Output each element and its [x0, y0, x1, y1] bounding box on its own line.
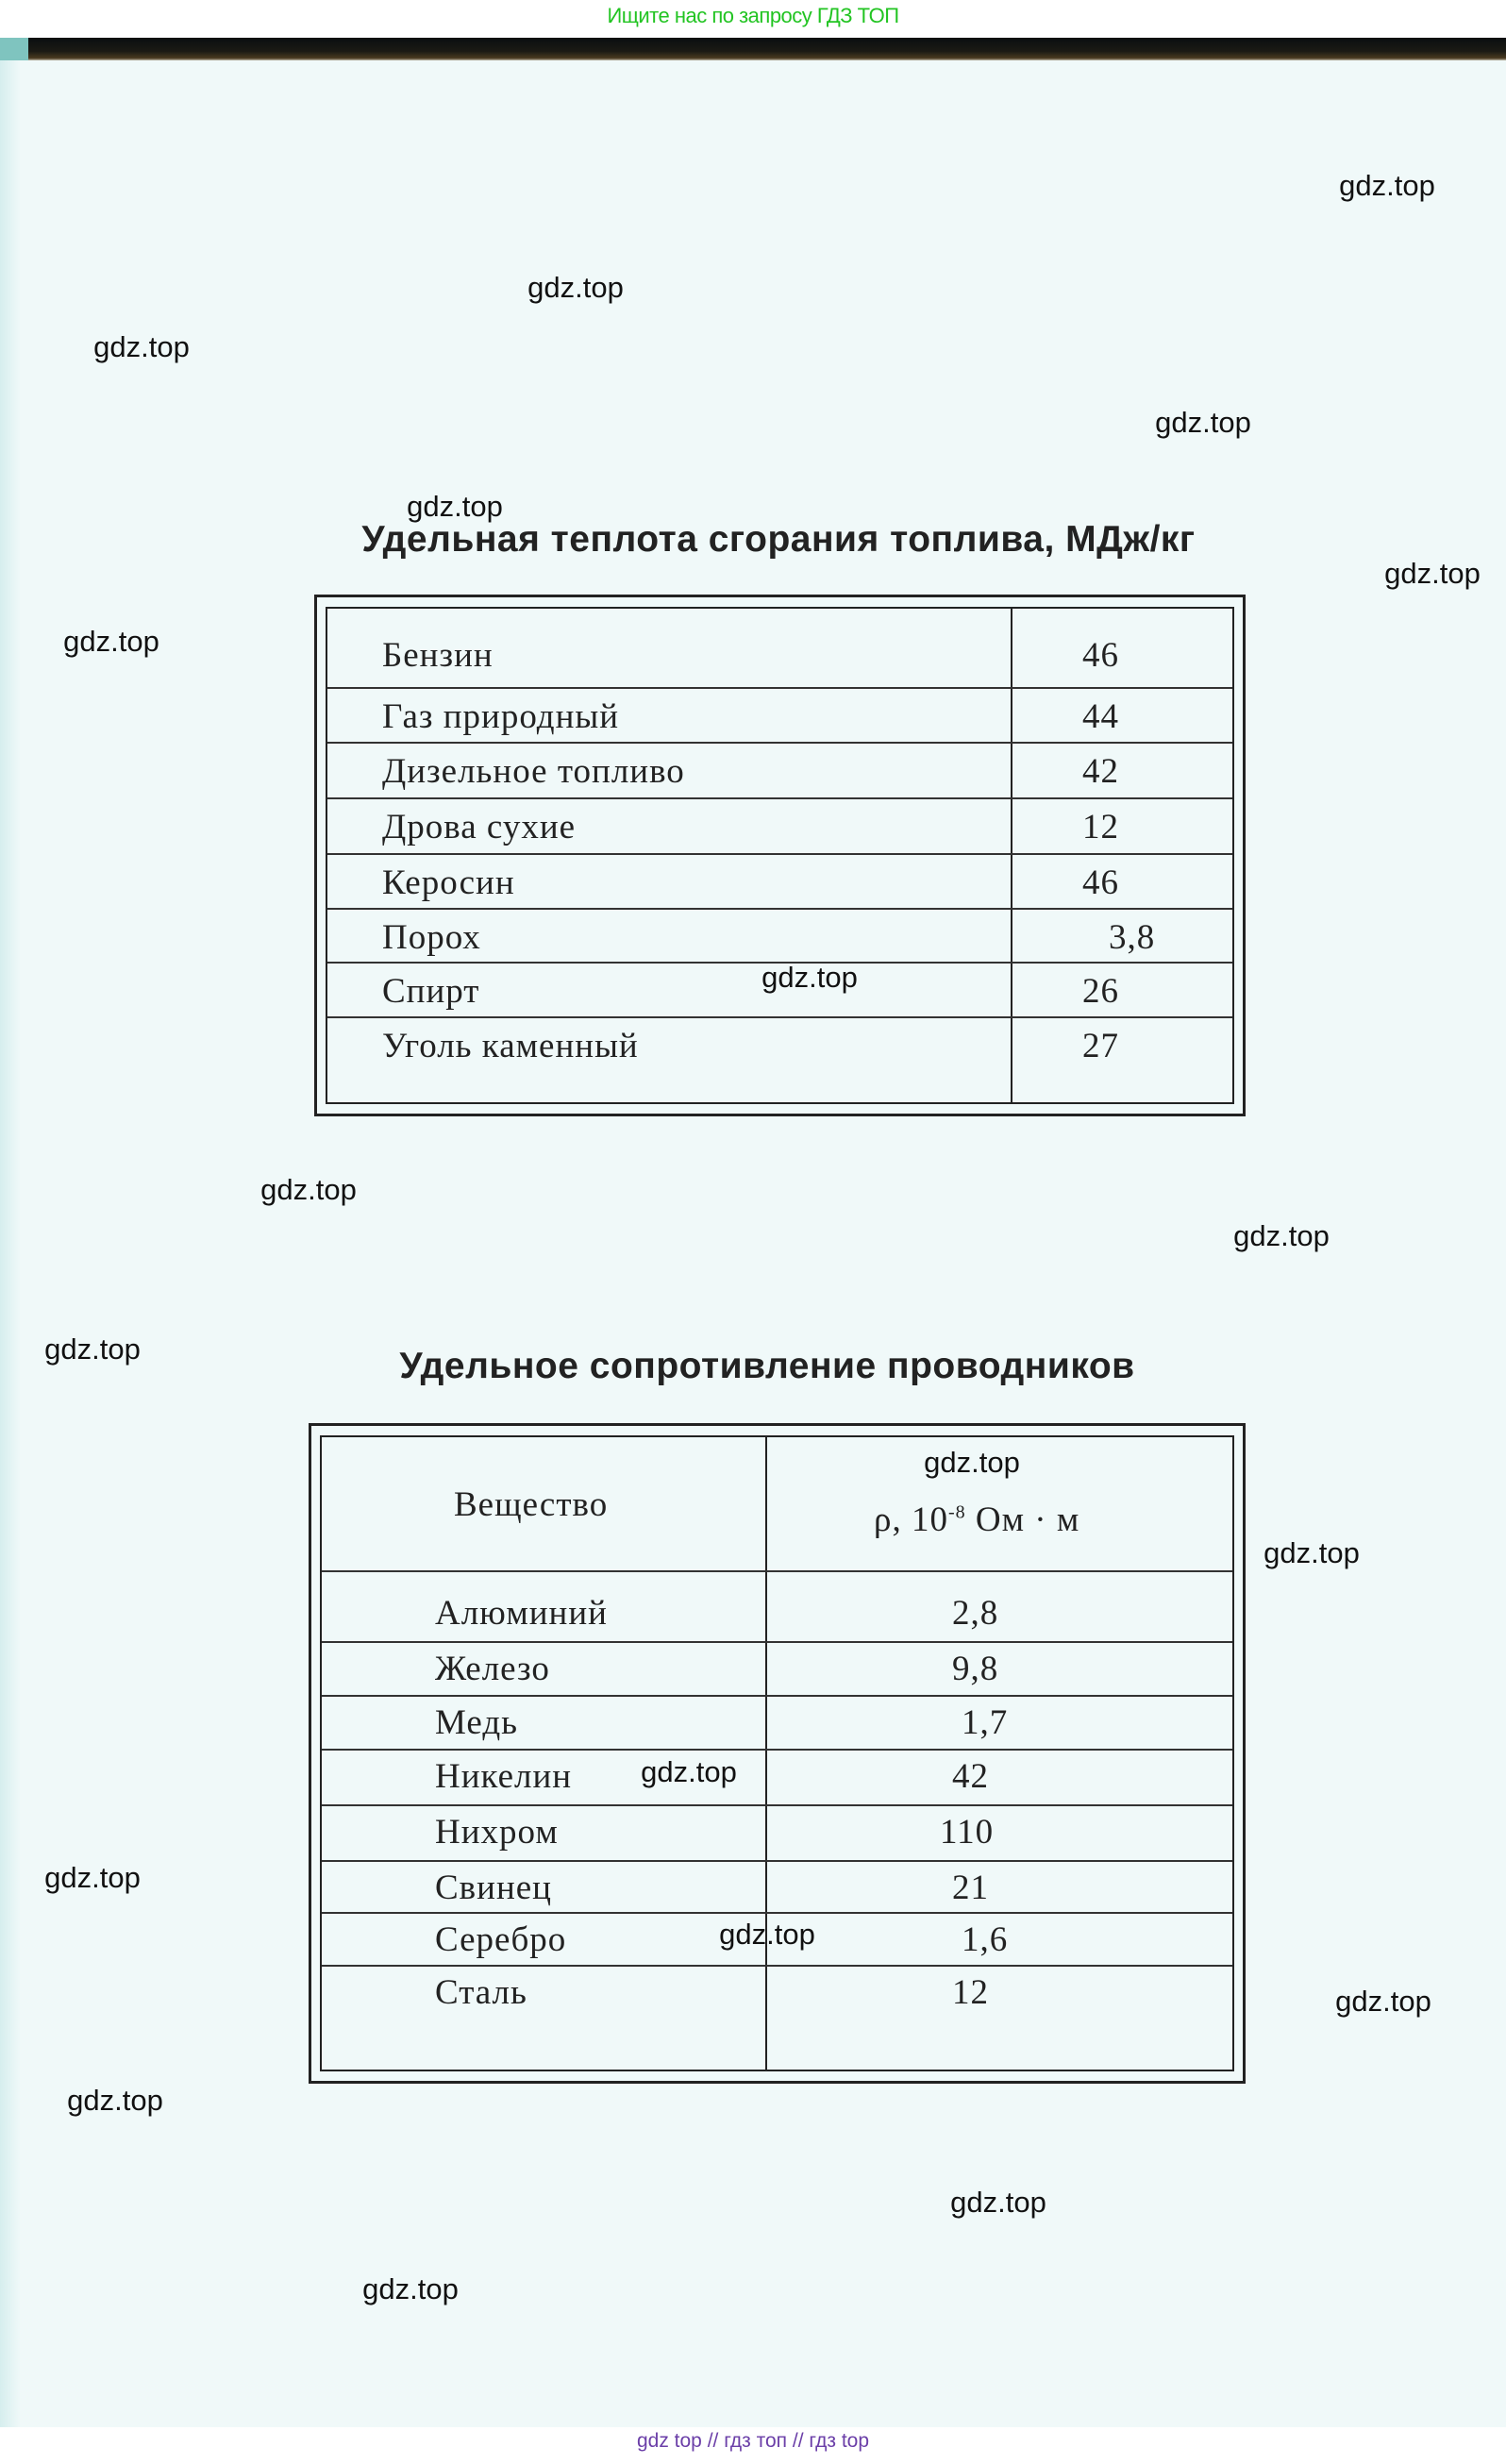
- fuel-name: Керосин: [382, 863, 515, 902]
- fuel-name: Спирт: [382, 972, 480, 1011]
- resistivity-table: [309, 1423, 1246, 2084]
- watermark: gdz.top: [1335, 1985, 1431, 2018]
- resistivity-table-inner: [320, 1435, 1234, 2071]
- watermark: gdz.top: [67, 2084, 163, 2117]
- table-row: [327, 689, 1232, 744]
- watermark: gdz.top: [641, 1755, 737, 1788]
- footer-links: gdz top // гдз топ // гдз top: [636, 2430, 870, 2452]
- scan-edge-band: [0, 38, 1506, 60]
- table-row: [322, 1751, 1232, 1806]
- resistivity-value: 42: [952, 1757, 989, 1796]
- table-row: [327, 609, 1232, 689]
- fuel-name: Бензин: [382, 636, 494, 675]
- substance-name: Медь: [435, 1703, 519, 1742]
- watermark: gdz.top: [44, 1861, 141, 1894]
- fuel-value: 3,8: [1109, 918, 1156, 957]
- watermark: gdz.top: [1233, 1219, 1330, 1252]
- resistivity-value: 2,8: [952, 1594, 999, 1633]
- table-row: [327, 910, 1232, 964]
- resistivity-table-title: Удельное сопротивление проводников: [399, 1346, 1135, 1386]
- table-row: [327, 1018, 1232, 1108]
- watermark: gdz.top: [719, 1918, 815, 1951]
- watermark: gdz.top: [1155, 406, 1251, 439]
- table-row: [322, 1572, 1232, 1643]
- page-left-edge: [0, 60, 21, 2429]
- rho-prefix: ρ, 10: [874, 1500, 948, 1539]
- table-row: [327, 855, 1232, 910]
- substance-name: Алюминий: [435, 1594, 608, 1633]
- fuel-table-title: Удельная теплота сгорания топлива, МДж/кг: [361, 519, 1196, 560]
- fuel-value: 46: [1082, 863, 1119, 902]
- fuel-table-inner: [326, 607, 1234, 1104]
- watermark: gdz.top: [260, 1173, 357, 1206]
- fuel-value: 46: [1082, 636, 1119, 675]
- substance-name: Железо: [435, 1650, 550, 1688]
- resistivity-value: 9,8: [952, 1650, 999, 1688]
- resistivity-value: 1,6: [962, 1920, 1009, 1959]
- watermark: gdz.top: [924, 1446, 1020, 1479]
- substance-name: Свинец: [435, 1869, 552, 1907]
- fuel-name: Уголь каменный: [382, 1027, 639, 1065]
- watermark: gdz.top: [1339, 169, 1435, 202]
- table-row: [322, 1862, 1232, 1914]
- fuel-value: 12: [1082, 808, 1119, 846]
- table-row: [322, 1967, 1232, 2075]
- substance-name: Никелин: [435, 1757, 573, 1796]
- watermark: gdz.top: [44, 1333, 141, 1366]
- rho-exponent: -8: [947, 1501, 966, 1523]
- resistivity-value: 110: [940, 1813, 995, 1852]
- table-row: [322, 1643, 1232, 1697]
- top-banner: [0, 0, 1506, 38]
- resistivity-value: 1,7: [962, 1703, 1009, 1742]
- watermark: gdz.top: [1384, 557, 1481, 590]
- resistivity-value: 21: [952, 1869, 989, 1907]
- watermark: gdz.top: [950, 2186, 1046, 2219]
- fuel-value: 26: [1082, 972, 1119, 1011]
- watermark: gdz.top: [407, 490, 503, 523]
- watermark: gdz.top: [362, 2272, 459, 2305]
- substance-name: Нихром: [435, 1813, 559, 1852]
- fuel-value: 42: [1082, 752, 1119, 791]
- fuel-value: 44: [1082, 697, 1119, 736]
- fuel-value: 27: [1082, 1027, 1119, 1065]
- substance-name: Сталь: [435, 1973, 527, 2012]
- watermark: gdz.top: [761, 961, 858, 994]
- header-rho: [874, 1500, 1079, 1540]
- table-row: [322, 1697, 1232, 1751]
- table-row: [322, 1806, 1232, 1862]
- fuel-name: Газ природный: [382, 697, 620, 736]
- watermark: gdz.top: [527, 271, 624, 304]
- rho-unit: Ом · м: [975, 1500, 1080, 1539]
- fuel-name: Дизельное топливо: [382, 752, 685, 791]
- resistivity-value: 12: [952, 1973, 989, 2012]
- table-row: [327, 744, 1232, 799]
- watermark: gdz.top: [93, 330, 190, 363]
- fuel-table: [314, 595, 1246, 1116]
- header-row: [322, 1437, 1232, 1572]
- watermark: gdz.top: [63, 625, 159, 658]
- fuel-name: Дрова сухие: [382, 808, 577, 846]
- header-substance: Вещество: [454, 1485, 609, 1524]
- watermark: gdz.top: [1263, 1536, 1360, 1569]
- table-row: [327, 799, 1232, 855]
- banner-text: Ищите нас по запросу ГДЗ ТОП: [607, 4, 899, 27]
- fuel-name: Порох: [382, 918, 481, 957]
- substance-name: Серебро: [435, 1920, 567, 1959]
